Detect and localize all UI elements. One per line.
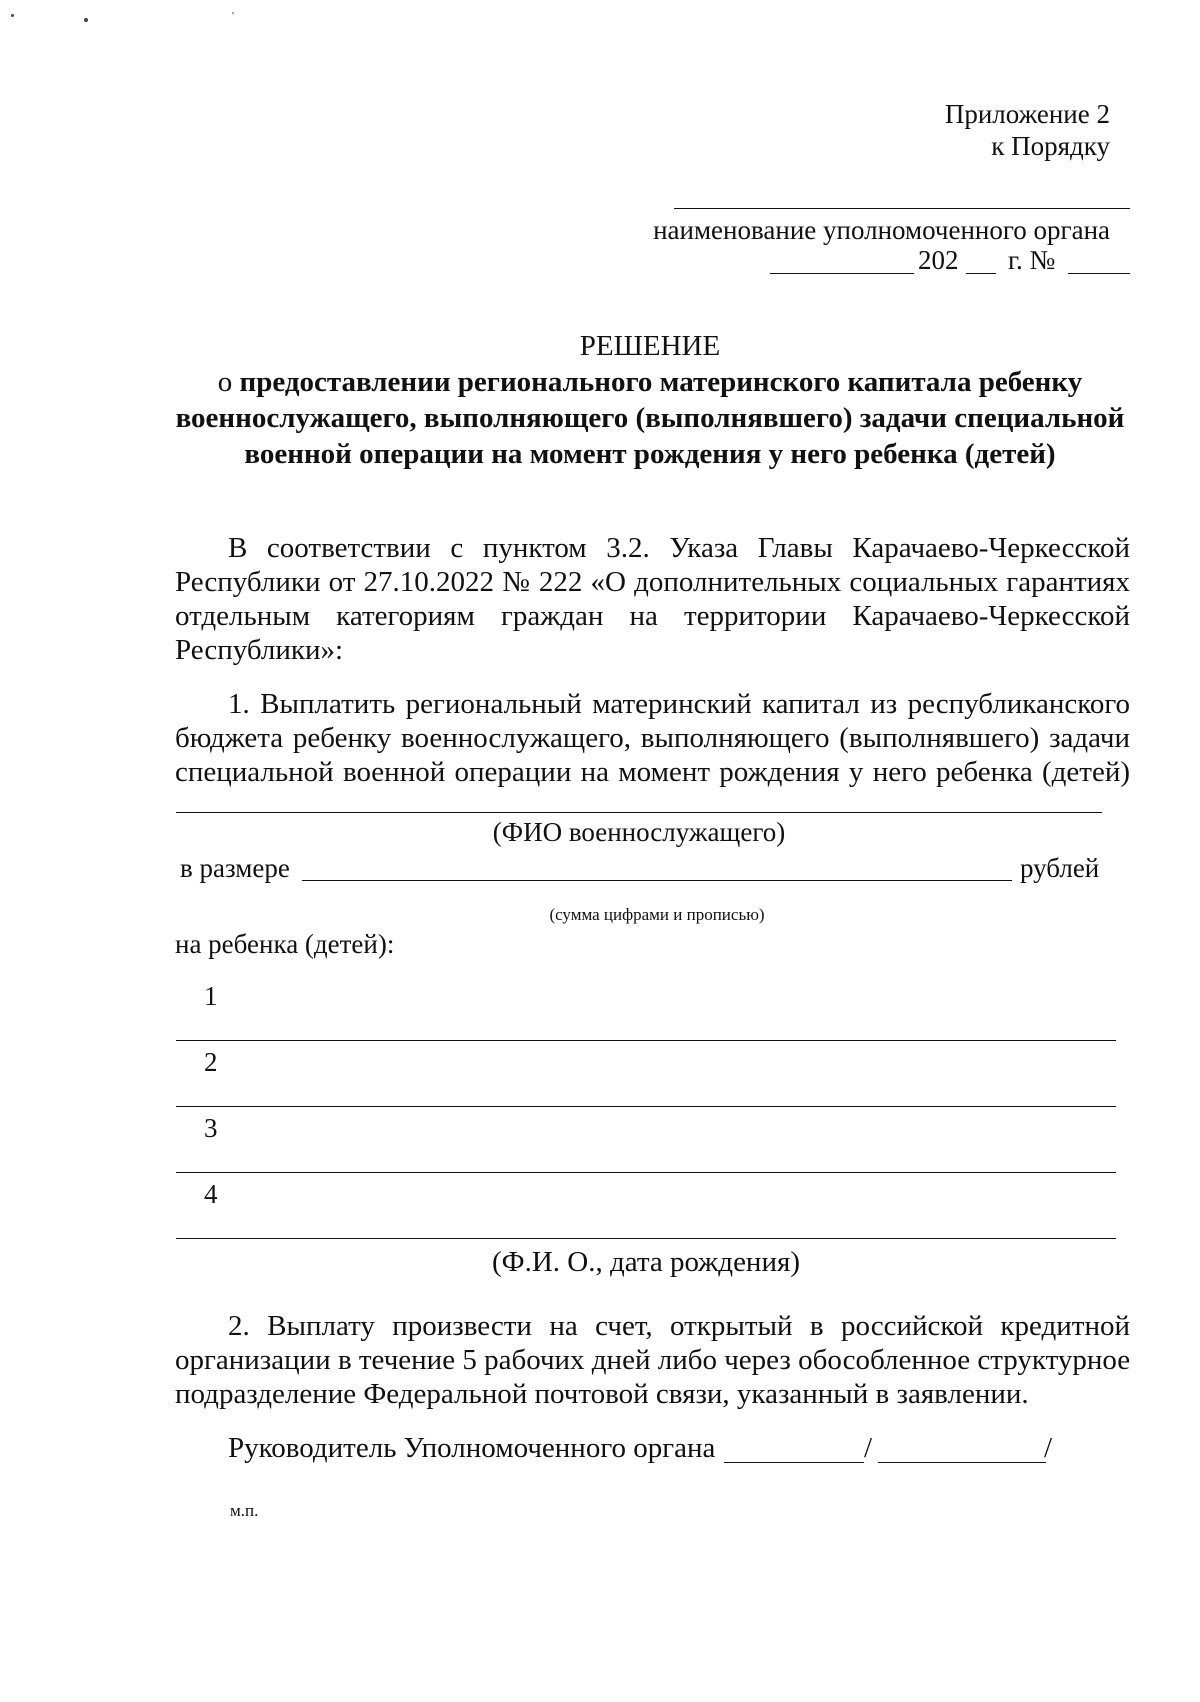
signature-separator-2: / [1044,1432,1053,1464]
subtitle-line-1 [175,364,1125,400]
child-number-4: 4 [204,1179,218,1209]
date-blank-line [770,273,914,274]
item1-line-2: бюджета ребенку военнослужащего, выполняющего (выполнявшего) задачи [175,722,1130,754]
preamble-line-1: В соответствии с пунктом 3.2. Указа Главы Карачаево-Черкесской [228,532,1130,564]
name-blank-line [878,1462,1046,1463]
preamble-line-4: Республики»: [175,634,344,666]
number-label: г. № [1008,245,1056,275]
child-line-2 [176,1106,1116,1107]
subtitle-line-3: военной операции на момент рождения у него ребенка (детей) [244,438,1056,470]
signature-blank-line [724,1462,864,1463]
child-line-3 [176,1172,1116,1173]
amount-caption: (сумма цифрами и прописью) [549,905,765,924]
signature-separator-1: / [864,1432,873,1464]
amount-blank-line [302,880,1012,881]
year-blank-line [966,273,996,274]
item1-line-1: 1. Выплатить региональный материнский капитал из республиканского [228,688,1130,720]
subtitle-bold-part: предоставлении регионального материнского капитала ребенку [239,366,1083,398]
item2-line-1: 2. Выплату произвести на счет, открытый в российской кредитной [228,1310,1130,1342]
scan-speck [84,18,88,22]
order-label: к Порядку [991,131,1110,161]
scan-speck [11,14,14,17]
date-year: 202 [918,245,959,275]
scan-speck [232,12,234,14]
signature-label: Руководитель Уполномоченного органа [228,1432,716,1464]
subtitle-prefix: о [217,366,233,398]
item1-line-3: специальной военной операции на момент рождения у него ребенка (детей) [175,756,1130,788]
subtitle-line-2: военнослужащего, выполняющего (выполнявшего) задачи специальной [175,402,1125,434]
authority-caption: наименование уполномоченного органа [653,215,1110,245]
item2-line-3: подразделение Федеральной почтовой связи, указанный в заявлении. [175,1378,1029,1410]
item2-line-2: организации в течение 5 рабочих дней либо через обособленное структурное [175,1344,1131,1376]
child-number-3: 3 [204,1113,218,1143]
children-label: на ребенка (детей): [175,929,395,959]
children-caption: (Ф.И. О., дата рождения) [492,1246,800,1278]
child-number-2: 2 [204,1047,218,1077]
child-line-4 [176,1238,1116,1239]
authority-name-line [674,208,1130,209]
fio-blank-line [176,812,1102,813]
child-line-1 [176,1040,1116,1041]
page-title: РЕШЕНИЕ [579,330,721,362]
preamble-line-3: отдельным категориям граждан на территории Карачаево-Черкесской [175,600,1130,632]
amount-unit: рублей [1020,853,1100,883]
child-number-1: 1 [204,981,218,1011]
preamble-line-2: Республики от 27.10.2022 № 222 «О дополнительных социальных гарантиях [175,566,1130,598]
amount-label: в размере [180,853,290,883]
stamp-label: м.п. [230,1501,259,1520]
fio-caption: (ФИО военнослужащего) [492,817,786,847]
number-blank-line [1068,273,1130,274]
appendix-label: Приложение 2 [944,99,1110,129]
date-number-row [770,244,1130,276]
